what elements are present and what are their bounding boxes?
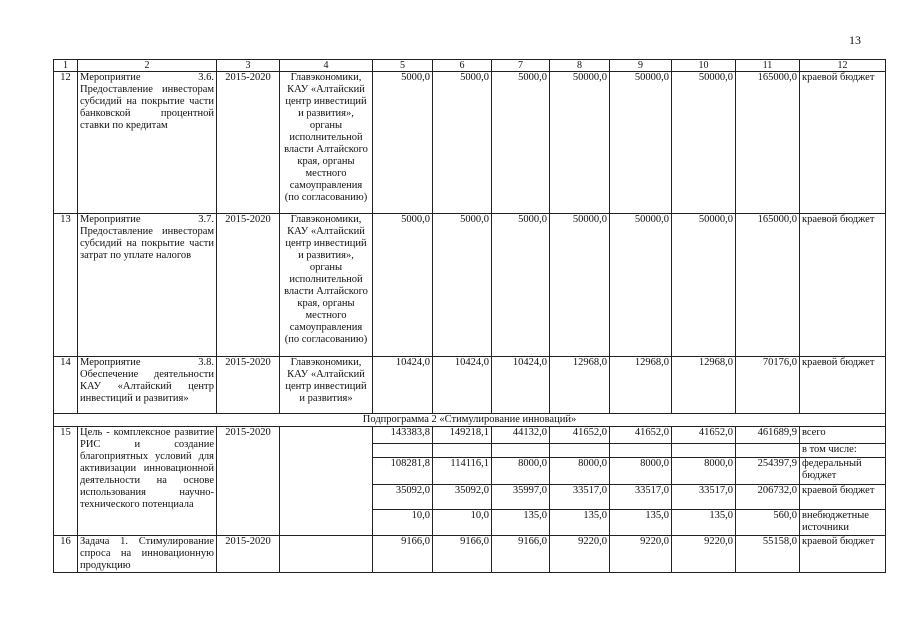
- funding-source: краевой бюджет: [800, 357, 886, 414]
- measure-name: Цель - комплексное развитие РИС и создание благоприятных условий для активизации инновационной деятельности на основе использования научно-технического потенциала: [78, 427, 217, 536]
- column-header: 2: [78, 60, 217, 72]
- table-row: [54, 536, 886, 573]
- value-cell: 8000,0: [672, 458, 736, 485]
- column-header: 8: [550, 60, 610, 72]
- column-header: 6: [433, 60, 492, 72]
- measure-name: Мероприятие 3.8. Обеспечение деятельности КАУ «Алтайский центр инвестиций и развития»: [78, 357, 217, 414]
- value-cell: 50000,0: [610, 72, 672, 214]
- table-row: [54, 72, 886, 214]
- column-header: 3: [217, 60, 280, 72]
- funding-source: в том числе:: [800, 444, 886, 458]
- funding-source: краевой бюджет: [800, 485, 886, 510]
- value-cell: 41652,0: [550, 427, 610, 444]
- section-row: [54, 414, 886, 427]
- measure-name: Мероприятие 3.7. Предоставление инвесторам субсидий на покрытие части затрат по уплате налогов: [78, 214, 217, 357]
- funding-source: всего: [800, 427, 886, 444]
- value-cell: 461689,9: [736, 427, 800, 444]
- executor: Главэкономики, КАУ «Алтайский центр инвестиций и развития», органы исполнительной власти Алтайского края, органы местного самоуправления (по согласованию): [280, 214, 373, 357]
- value-cell: 9166,0: [433, 536, 492, 573]
- value-cell: 135,0: [550, 510, 610, 536]
- period: 2015-2020: [217, 72, 280, 214]
- value-cell: 35997,0: [492, 485, 550, 510]
- value-cell: 5000,0: [433, 72, 492, 214]
- value-cell: [610, 444, 672, 458]
- value-cell: [433, 444, 492, 458]
- value-cell: 8000,0: [492, 458, 550, 485]
- funding-source: краевой бюджет: [800, 214, 886, 357]
- column-header: 7: [492, 60, 550, 72]
- program-table: [53, 59, 886, 573]
- value-cell: 5000,0: [492, 214, 550, 357]
- period: 2015-2020: [217, 427, 280, 536]
- column-header: 11: [736, 60, 800, 72]
- value-cell: 9220,0: [672, 536, 736, 573]
- row-number: 15: [54, 427, 78, 536]
- table-row: [54, 214, 886, 357]
- value-cell: 165000,0: [736, 214, 800, 357]
- period: 2015-2020: [217, 536, 280, 573]
- column-header: 5: [373, 60, 433, 72]
- value-cell: 41652,0: [610, 427, 672, 444]
- value-cell: 50000,0: [550, 214, 610, 357]
- value-cell: [373, 444, 433, 458]
- value-cell: 254397,9: [736, 458, 800, 485]
- table-row: [54, 427, 886, 444]
- value-cell: 9220,0: [610, 536, 672, 573]
- period: 2015-2020: [217, 357, 280, 414]
- measure-name: Задача 1. Стимулирование спроса на инновационную продукцию: [78, 536, 217, 573]
- value-cell: 35092,0: [373, 485, 433, 510]
- value-cell: [736, 444, 800, 458]
- value-cell: 10424,0: [492, 357, 550, 414]
- value-cell: 114116,1: [433, 458, 492, 485]
- table-row: [54, 357, 886, 414]
- value-cell: 55158,0: [736, 536, 800, 573]
- row-number: 14: [54, 357, 78, 414]
- value-cell: 70176,0: [736, 357, 800, 414]
- value-cell: 8000,0: [610, 458, 672, 485]
- value-cell: 50000,0: [672, 72, 736, 214]
- value-cell: 50000,0: [550, 72, 610, 214]
- value-cell: 9220,0: [550, 536, 610, 573]
- value-cell: 41652,0: [672, 427, 736, 444]
- value-cell: 10424,0: [373, 357, 433, 414]
- value-cell: 44132,0: [492, 427, 550, 444]
- value-cell: 5000,0: [373, 72, 433, 214]
- value-cell: 12968,0: [550, 357, 610, 414]
- value-cell: 135,0: [672, 510, 736, 536]
- value-cell: 10,0: [373, 510, 433, 536]
- value-cell: 33517,0: [672, 485, 736, 510]
- page-number: 13: [849, 33, 861, 47]
- value-cell: 50000,0: [672, 214, 736, 357]
- funding-source: краевой бюджет: [800, 536, 886, 573]
- value-cell: 206732,0: [736, 485, 800, 510]
- funding-source: внебюджетные источники: [800, 510, 886, 536]
- funding-source: краевой бюджет: [800, 72, 886, 214]
- measure-name: Мероприятие 3.6. Предоставление инвесторам субсидий на покрытие части банковской процентной ставки по кредитам: [78, 72, 217, 214]
- value-cell: [492, 444, 550, 458]
- period: 2015-2020: [217, 214, 280, 357]
- value-cell: 135,0: [610, 510, 672, 536]
- column-header: 9: [610, 60, 672, 72]
- value-cell: 12968,0: [610, 357, 672, 414]
- value-cell: 5000,0: [373, 214, 433, 357]
- row-number: 16: [54, 536, 78, 573]
- executor: Главэкономики, КАУ «Алтайский центр инвестиций и развития»: [280, 357, 373, 414]
- executor: [280, 427, 373, 536]
- value-cell: 33517,0: [550, 485, 610, 510]
- value-cell: 8000,0: [550, 458, 610, 485]
- value-cell: 10424,0: [433, 357, 492, 414]
- value-cell: 12968,0: [672, 357, 736, 414]
- column-header: 4: [280, 60, 373, 72]
- value-cell: 9166,0: [373, 536, 433, 573]
- executor: [280, 536, 373, 573]
- value-cell: 10,0: [433, 510, 492, 536]
- value-cell: 135,0: [492, 510, 550, 536]
- column-header: 12: [800, 60, 886, 72]
- value-cell: 50000,0: [610, 214, 672, 357]
- table-header-row: [54, 60, 886, 72]
- value-cell: 35092,0: [433, 485, 492, 510]
- row-number: 13: [54, 214, 78, 357]
- funding-source: федеральный бюджет: [800, 458, 886, 485]
- column-header: 10: [672, 60, 736, 72]
- value-cell: 108281,8: [373, 458, 433, 485]
- value-cell: 165000,0: [736, 72, 800, 214]
- value-cell: 149218,1: [433, 427, 492, 444]
- value-cell: 143383,8: [373, 427, 433, 444]
- value-cell: 5000,0: [433, 214, 492, 357]
- value-cell: [672, 444, 736, 458]
- column-header: 1: [54, 60, 78, 72]
- executor: Главэкономики, КАУ «Алтайский центр инвестиций и развития», органы исполнительной власти Алтайского края, органы местного самоуправления (по согласованию): [280, 72, 373, 214]
- section-title: Подпрограмма 2 «Стимулирование инноваций»: [54, 414, 886, 427]
- value-cell: 9166,0: [492, 536, 550, 573]
- value-cell: [550, 444, 610, 458]
- value-cell: 560,0: [736, 510, 800, 536]
- row-number: 12: [54, 72, 78, 214]
- value-cell: 5000,0: [492, 72, 550, 214]
- value-cell: 33517,0: [610, 485, 672, 510]
